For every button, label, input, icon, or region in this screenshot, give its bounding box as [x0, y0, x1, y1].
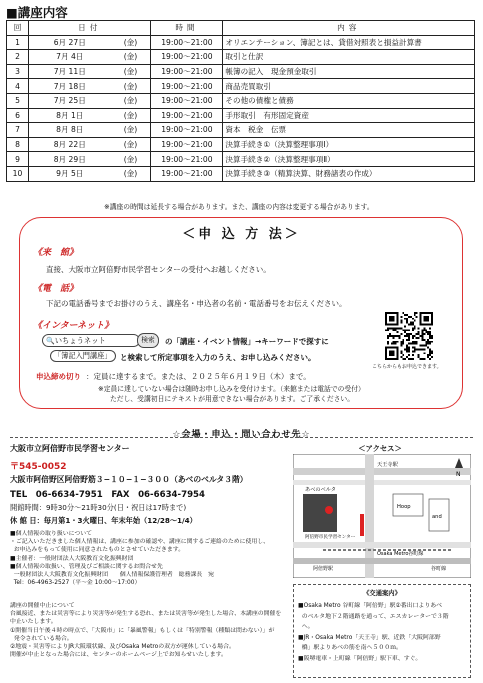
map-tennoji-label: 天王寺駅	[377, 462, 398, 468]
phone-text: 下記の電話番号までお掛けのうえ、講座名・申込者の名前・電話番号をお伝えください。	[46, 299, 347, 308]
cell-weekday: (金)	[111, 152, 151, 167]
divider	[10, 437, 473, 438]
cell-no: 9	[7, 152, 29, 167]
cell-no: 3	[7, 64, 29, 79]
org-name: 大阪市立阿倍野市民学習センター	[10, 444, 130, 453]
cell-date: 9月 5日	[29, 166, 111, 181]
cell-time: 19:00～21:00	[151, 50, 223, 65]
cell-content: その他の債権と債務	[223, 93, 475, 108]
cell-date: 7月 25日	[29, 93, 111, 108]
cell-no: 2	[7, 50, 29, 65]
deadline-note-2: ただし、受講初日にテキストが用意できない場合があります。ご了承ください。	[110, 395, 355, 403]
search-button[interactable]: 検索	[137, 333, 159, 348]
cell-content: 帳簿の記入 現金預金取引	[223, 64, 475, 79]
search-icon: 🔍	[46, 337, 55, 345]
search-term: いちょうネット	[54, 336, 106, 345]
header-date: 日付	[29, 21, 151, 36]
cell-no: 5	[7, 93, 29, 108]
privacy-line: お申込みをもって使用に同意されたものとさせていただきます。	[10, 547, 185, 554]
cell-weekday: (金)	[111, 64, 151, 79]
header-time: 時間	[151, 21, 223, 36]
header-no: 回	[7, 21, 29, 36]
cell-no: 1	[7, 35, 29, 50]
address: 大阪市阿倍野区阿倍野筋３−１０−１−３００（あべのベルタ３階）	[10, 475, 248, 484]
map-title: ＜アクセス＞	[358, 444, 402, 453]
cell-content: オリエンテーション、簿記とは、貸借対照表と損益計算書	[223, 35, 475, 50]
cell-time: 19:00～21:00	[151, 108, 223, 123]
cell-time: 19:00～21:00	[151, 93, 223, 108]
postal-code: 〒545-0052	[10, 462, 67, 472]
qr-code[interactable]	[385, 312, 433, 360]
table-row	[7, 123, 475, 138]
cell-date: 7月 11日	[29, 64, 111, 79]
internet-text-2: と検索して所定事項を入力のうえ、お申し込みください。	[120, 353, 316, 362]
cell-date: 8月 29日	[29, 152, 111, 167]
cell-no: 4	[7, 79, 29, 94]
privacy-block	[10, 530, 285, 587]
table-row	[7, 166, 475, 181]
cell-no: 10	[7, 166, 29, 181]
access-line: 橋」駅よりあべの筋を南へ５００ｍ。	[298, 645, 402, 651]
search-input[interactable]	[42, 334, 140, 347]
internet-heading: 《インターネット》	[33, 321, 114, 331]
tel-fax: TEL 06-6634-7951 FAX 06-6634-7954	[10, 490, 206, 500]
cell-weekday: (金)	[111, 137, 151, 152]
map-center-label: 阿倍野市民学習センター	[305, 535, 356, 540]
deadline-text: ：定員に達するまで。または、２０２５年６月１９日（木）まで。	[86, 372, 311, 381]
cell-date: 8月 1日	[29, 108, 111, 123]
access-line: ■Osaka Metro 谷町線「阿倍野」駅②番出口よりあべ	[298, 603, 442, 609]
access-map	[293, 454, 471, 578]
map-and-label: and	[432, 514, 442, 520]
access-lines	[298, 601, 470, 664]
map-tanimachi-label: 谷町線	[431, 566, 447, 572]
cell-time: 19:00～21:00	[151, 64, 223, 79]
contact-title: ☆会場・申込・問い合わせ先☆	[172, 430, 311, 440]
cell-weekday: (金)	[111, 108, 151, 123]
cell-weekday: (金)	[111, 35, 151, 50]
access-line: のベルタ地下２階通路を通って、エスカレーターで３階	[298, 613, 449, 620]
cell-date: 8月 22日	[29, 137, 111, 152]
apply-title: ＜申 込 方 法＞	[182, 227, 301, 242]
map-hoop-label: Hoop	[397, 504, 411, 510]
opening-hours: 開館時間：9時30分～21時30分(日・祝日は17時まで)	[10, 503, 187, 512]
table-row	[7, 93, 475, 108]
emergency-line: ②地震・災害等によりJR大阪環状線、及びOsaka Metroの双方が運休している場合。	[10, 644, 235, 651]
cell-weekday: (金)	[111, 166, 151, 181]
emergency-line: ①開催当日午後４時の時点で、「大阪市」に「暴風警報」もしくは「特別警報（種類は問わない）」が	[10, 627, 275, 634]
cell-time: 19:00～21:00	[151, 166, 223, 181]
access-line: ■阪堺電車・上町線「阿倍野」駅下車、すぐ。	[298, 655, 422, 662]
privacy-line: ・ご記入いただきました個人情報は、講座に参加の確認や、講座に関するご連絡のために使用し、	[10, 539, 270, 546]
emergency-line: 開催が中止となった場合には、センターのホームページ上でお知らせいたします。	[10, 652, 227, 659]
cell-content: 決算手続き③（精算決算、財務諸表の作成）	[223, 166, 475, 181]
table-row	[7, 64, 475, 79]
access-line: ■JR・Osaka Metro「天王寺」駅、近鉄「大阪阿部野	[298, 634, 441, 641]
phone-heading: 《電 話》	[33, 284, 79, 294]
cell-no: 6	[7, 108, 29, 123]
cell-weekday: (金)	[111, 93, 151, 108]
emergency-line: 発令されている場合。	[10, 635, 73, 642]
cell-weekday: (金)	[111, 50, 151, 65]
privacy-line: 一般財団法人大阪教育文化振興財団 個人情報保護管理者 総務課長 宛	[10, 572, 215, 579]
table-row	[7, 35, 475, 50]
privacy-line: ■個人情報の取扱い、管理及びご相談に関するお問合せ先	[10, 563, 163, 570]
table-header-row	[7, 21, 475, 36]
cell-content: 商品売買取引	[223, 79, 475, 94]
privacy-heading: ■個人情報の取り扱いについて	[10, 531, 93, 537]
schedule-table	[6, 20, 475, 182]
privacy-line: ■主催者：一般財団法人大阪教育文化振興財団	[10, 555, 134, 562]
table-row	[7, 137, 475, 152]
emergency-line: 台風接近、または災害等により災害等が発生する恐れ、または災害等が発生した場合、本講座の開催を	[10, 611, 282, 618]
cell-no: 7	[7, 123, 29, 138]
keyword-box: 「簿記入門講座」	[50, 350, 116, 362]
cell-content: 取引と仕訳	[223, 50, 475, 65]
emergency-line: 中止いたします。	[10, 619, 57, 626]
cell-time: 19:00～21:00	[151, 123, 223, 138]
cell-time: 19:00～21:00	[151, 79, 223, 94]
cell-content: 資本 税金 伝票	[223, 123, 475, 138]
cell-date: 7月 18日	[29, 79, 111, 94]
cell-date: 6月 27日	[29, 35, 111, 50]
deadline-label: 申込締め切り	[36, 372, 81, 381]
access-line: へ。	[298, 624, 314, 630]
table-note: ※講座の時間は延長する場合があります。また、講座の内容は変更する場合があります。	[104, 203, 374, 211]
emergency-block	[10, 602, 290, 659]
map-belta-label: あべのベルタ	[305, 487, 336, 493]
table-row	[7, 108, 475, 123]
emergency-heading: 講座の開催中止について	[10, 603, 75, 609]
map-metro-label: Osaka Metro谷町線	[377, 551, 424, 557]
section-title: ■講座内容	[6, 5, 68, 20]
visit-text: 直接、大阪市立阿倍野市民学習センターの受付へお越しください。	[46, 265, 271, 274]
cell-content: 決算手続き②（決算整理事項Ⅱ）	[223, 152, 475, 167]
header-content: 内容	[223, 21, 475, 36]
north-label: N	[456, 471, 461, 478]
cell-date: 8月 8日	[29, 123, 111, 138]
table-row	[7, 50, 475, 65]
deadline-note-1: ※定員に達していない場合は随時お申し込みを受付けます。（来館または電話での受付）	[98, 385, 365, 393]
cell-weekday: (金)	[111, 79, 151, 94]
cell-time: 19:00～21:00	[151, 152, 223, 167]
visit-heading: 《来 館》	[33, 248, 79, 258]
cell-weekday: (金)	[111, 123, 151, 138]
closed-days: 休 館 日：毎月第1・3火曜日、年末年始（12/28～1/4）	[10, 516, 197, 525]
cell-date: 7月 4日	[29, 50, 111, 65]
cell-time: 19:00～21:00	[151, 137, 223, 152]
cell-time: 19:00～21:00	[151, 35, 223, 50]
access-title: 《交通案内》	[363, 590, 401, 597]
qr-caption: こちらからもお申込できます。	[372, 364, 442, 370]
privacy-line: Tel：06-4963-2527（平～金 10:00～17:00）	[10, 580, 141, 587]
cell-content: 決算手続き①（決算整理事項Ⅰ）	[223, 137, 475, 152]
table-row	[7, 152, 475, 167]
map-abeno-label: 阿倍野駅	[313, 566, 334, 572]
cell-no: 8	[7, 137, 29, 152]
table-row	[7, 79, 475, 94]
internet-text-1: の「講座・イベント情報」→キーワードで探すに	[165, 337, 329, 346]
cell-content: 手形取引 有形固定資産	[223, 108, 475, 123]
